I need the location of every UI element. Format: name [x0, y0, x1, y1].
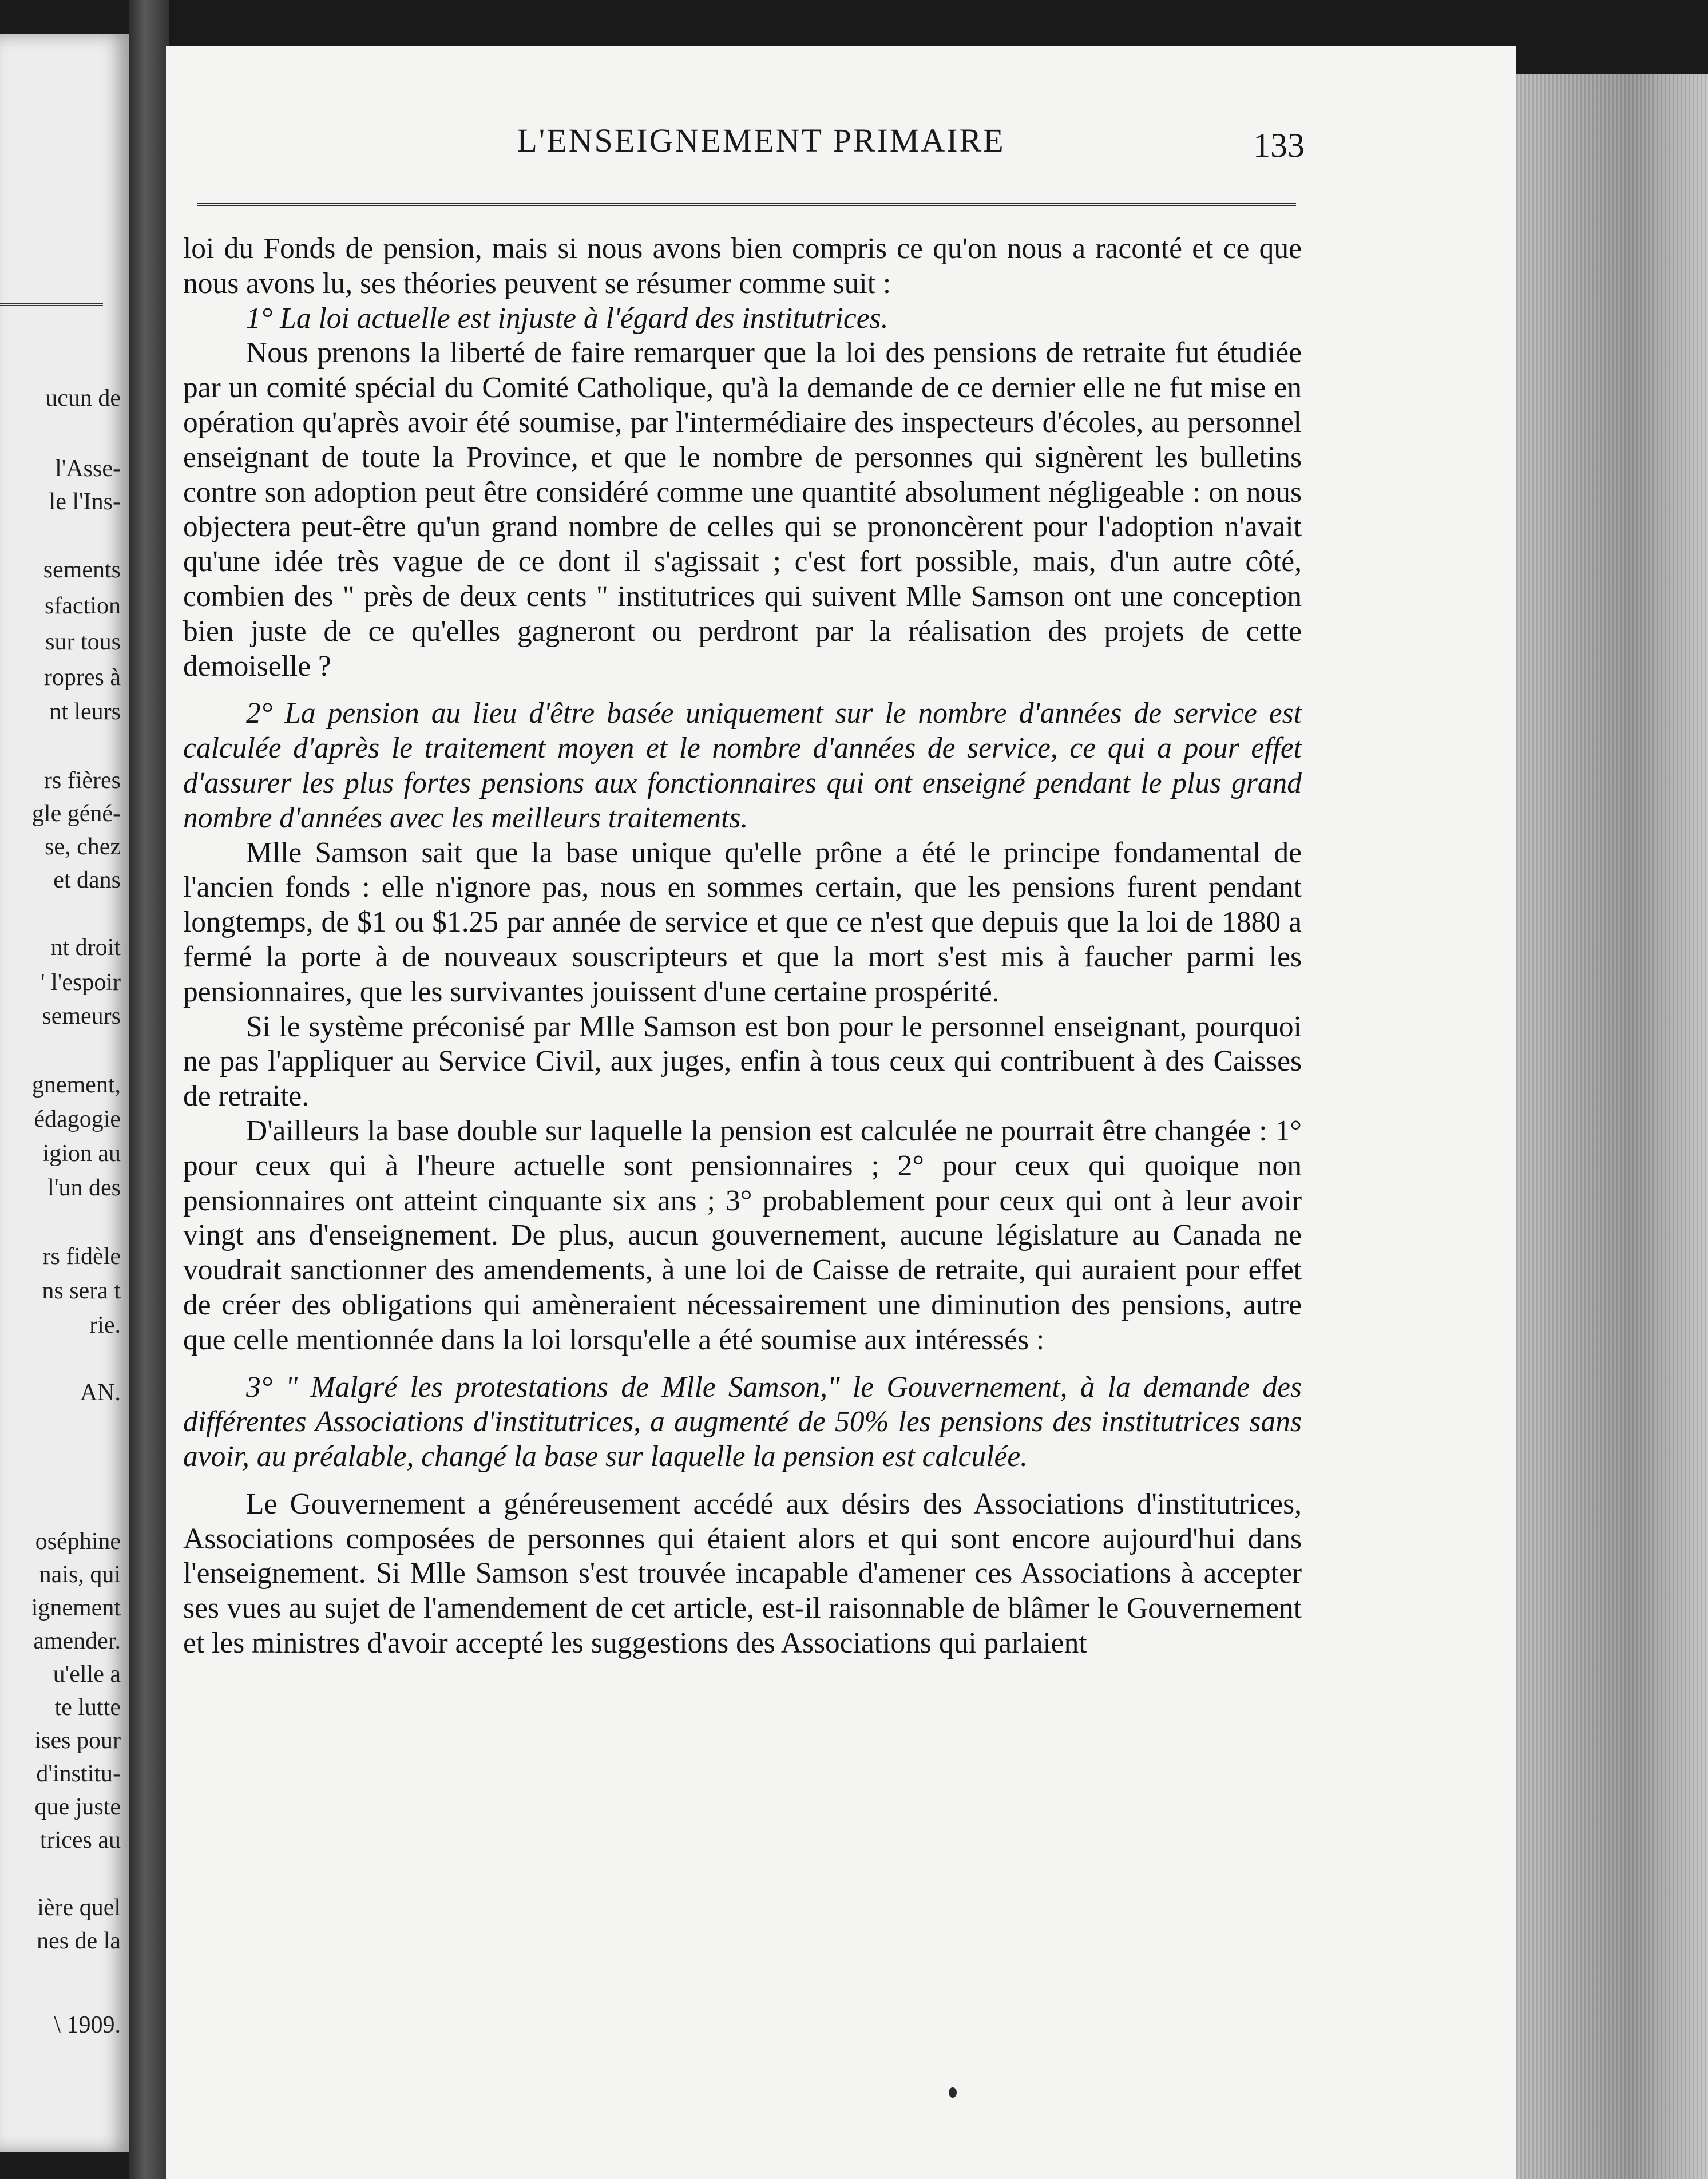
facing-page-fragment: l'Asse- [55, 455, 121, 482]
facing-page-fragment: et dans [53, 867, 121, 893]
facing-page-fragment: rs fières [43, 767, 121, 794]
facing-page-fragment: sements [43, 557, 121, 583]
running-header: L'ENSEIGNEMENT PRIMAIRE [517, 122, 1005, 159]
paragraph: 1° La loi actuelle est injuste à l'égard des institutrices. [246, 302, 889, 335]
facing-page-fragment: ucun de [45, 385, 121, 411]
facing-page-fragment: trices au [39, 1827, 121, 1853]
facing-page-fragment: igion au [42, 1140, 121, 1167]
paragraph: loi du Fonds de pension, mais si nous avons bien compris ce qu'on nous a raconté et ce que nous avons lu, ses théories peuvent se résumer comme suit : [183, 232, 1302, 300]
facing-page-fragment: sfaction [45, 593, 121, 619]
facing-page-fragment: ises pour [34, 1728, 121, 1754]
paragraph: Si le système préconisé par Mlle Samson est bon pour le personnel enseignant, pourquoi ne pas l'appliquer au Service Civil, aux juges, enfin à tous ceux qui contribuent à des Caisses de retraite. [183, 1010, 1302, 1113]
page-edge [1516, 74, 1708, 2179]
paragraph: 2° La pension au lieu d'être basée uniquement sur le nombre d'années de service est calculée d'après le traitement moyen et le nombre d'années de service, ce qui a pour effet d'assurer les plus fortes pensions aux fonctionnaires qui ont enseigné pendant le plus grand nombre d'années avec les meilleurs traitements. [183, 697, 1302, 834]
facing-page-fragment: semeurs [42, 1003, 121, 1029]
paragraph: Nous prenons la liberté de faire remarquer que la loi des pensions de retraite fut étudiée par un comité spécial du Comité Catholique, qu'à la demande de ce dernier elle ne fut mise en opération qu'après avoir été soumise, par l'intermédiaire des inspecteurs d'écoles, au personnel enseignant de toute la Province, et que le nombre de personnes qui signèrent les bulletins contre son adoption peut être considéré comme une quantité absolument négligeable : on nous objectera peut-être qu'un grand nombre de celles qui se prononcèrent pour l'adoption n'avait qu'une idée très vague de ce dont il s'agissait ; c'est fort possible, mais, d'un autre côté, combien des " près de deux cents " institutrices qui suivent Mlle Samson ont une conception bien juste de ce qu'elles gagneront ou perdront par la réalisation des projets de cette demoiselle ? [183, 336, 1302, 683]
facing-page-fragment: édagogie [34, 1106, 121, 1132]
facing-page-fragment: AN. [80, 1380, 121, 1406]
facing-page-fragment: que juste [34, 1794, 121, 1820]
facing-page-fragment: ns sera t [42, 1278, 121, 1304]
facing-page-fragment: u'elle a [53, 1661, 121, 1687]
paragraph: 3° " Malgré les protestations de Mlle Samson," le Gouvernement, à la demande des différentes Associations d'institutrices, a augmenté de 50% les pensions des institutrices sans avoir, au préalable, changé la base sur laquelle la pension est calculée. [183, 1370, 1302, 1473]
facing-page-fragment: le l'Ins- [49, 489, 121, 515]
facing-page-fragment: rie. [89, 1312, 121, 1338]
facing-page-fragment: ignement [31, 1595, 121, 1621]
paragraph: Le Gouvernement a généreusement accédé aux désirs des Associations d'institutrices, Associations composées de personnes qui étaient alors et qui sont encore aujourd'hui dans l'enseignement. Si Mlle Samson s'est trouvée incapable d'amener ces Associations à accepter ses vues au sujet de l'amendement de cet article, est-il raisonnable de blâmer le Gouvernement et les ministres d'avoir accepté les suggestions des Associations qui parlaient [183, 1487, 1302, 1660]
facing-page-fragment: gle géné- [31, 801, 121, 827]
facing-page-rule [0, 303, 103, 306]
facing-page-fragment: l'un des [47, 1175, 121, 1201]
facing-page-fragment: ropres à [43, 664, 121, 691]
facing-page-fragment: rs fidèle [42, 1243, 121, 1270]
facing-page-fragment: nais, qui [39, 1562, 121, 1588]
facing-page-fragment: amender. [33, 1628, 121, 1654]
facing-page-fragment: gnement, [31, 1072, 121, 1098]
facing-page-fragment: ' l'espoir [41, 969, 121, 996]
facing-page-fragment: sur tous [45, 629, 121, 655]
facing-page-fragment: ière quel [37, 1895, 121, 1921]
book-spine [129, 0, 169, 2179]
facing-page-fragment: nes de la [37, 1928, 121, 1954]
book-page [166, 46, 1516, 2179]
paragraph: D'ailleurs la base double sur laquelle la pension est calculée ne pourrait être changée : 1° pour ceux qui à l'heure actuelle sont pensionnaires ; 2° pour ceux qui quoique non pensionnaires ont atteint cinquante six ans ; 3° probablement pour ceux qui ont à leur avoir vingt ans d'enseignement. De plus, aucun gouvernement, aucune législature au Canada ne voudrait sanctionner des amendements, à une loi de Caisse de retraite, qui auraient pour effet de créer des obligations qui amèneraient nécessairement une diminution des pensions, autre que celle mentionnée dans la loi lorsqu'elle a été soumise aux intéressés : [183, 1114, 1302, 1356]
facing-page-fragment: oséphine [35, 1528, 121, 1555]
facing-page-fragment: d'institu- [36, 1761, 121, 1787]
page-speck [949, 2087, 957, 2098]
paragraph: Mlle Samson sait que la base unique qu'elle prône a été le principe fondamental de l'ancien fonds : elle n'ignore pas, nous en sommes certain, que les pensions furent pendant longtemps, de $1 ou $1.25 par année de service et que ce n'est que depuis que la loi de 1880 a fermé la porte à de nouveaux souscripteurs et que la mort s'est mis à faucher parmi les pensionnaires, que les survivantes jouissent d'une certaine prospérité. [183, 836, 1302, 1008]
facing-page-fragment: te lutte [54, 1694, 121, 1721]
facing-page [0, 34, 129, 2152]
facing-page-fragment: nt droit [50, 934, 121, 961]
facing-page-fragment: nt leurs [49, 699, 121, 725]
page-number: 133 [1253, 126, 1305, 164]
body-text [183, 232, 1302, 1661]
facing-page-fragment: \ 1909. [54, 2012, 121, 2038]
facing-page-fragment: se, chez [45, 834, 121, 860]
header-rule [197, 203, 1296, 206]
